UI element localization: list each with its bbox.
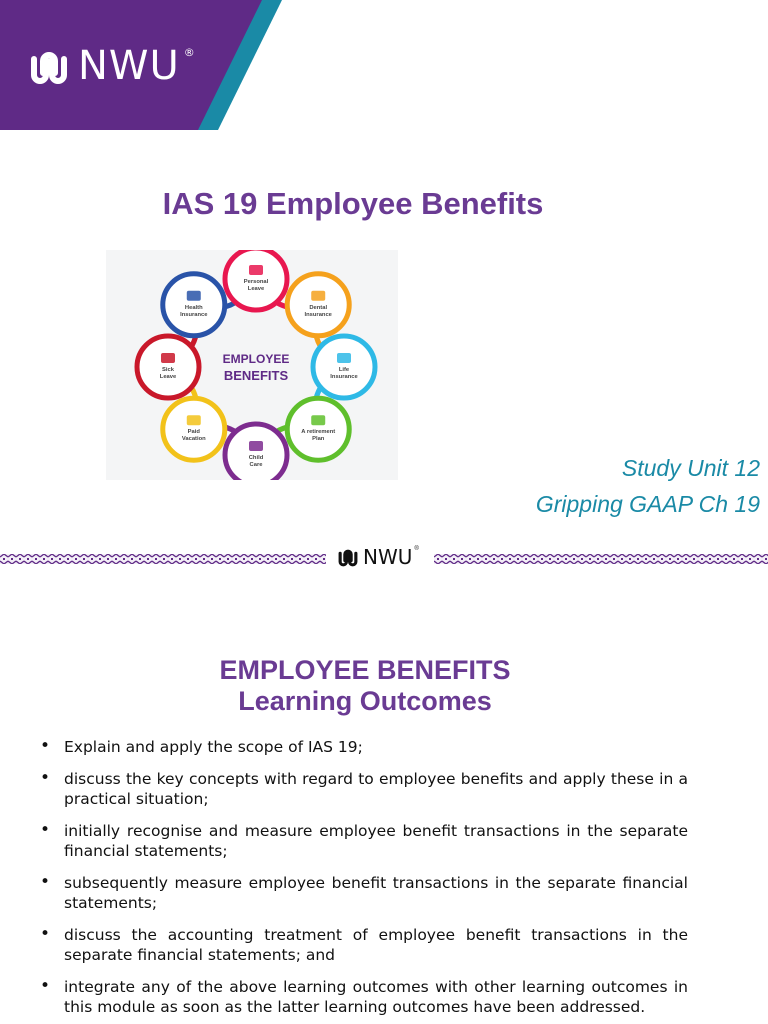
benefit-label: Life [338,367,350,373]
list-item [40,925,688,966]
list-item [40,769,688,810]
benefit-label: A retirement [301,429,336,436]
bullet-icon: • [40,767,51,788]
bullet-icon: • [40,871,51,892]
benefit-label: Care [249,462,263,468]
stethoscope-icon [161,353,175,363]
bullet-icon: • [40,923,51,944]
outcome-text: discuss the key concepts with regard to employee benefits and apply these in a practical situation; [64,769,688,808]
nwu-emblem-icon [337,546,359,568]
registered-mark: ® [183,45,195,59]
outcome-text: initially recognise and measure employee benefit transactions in the separate financial statements; [64,821,688,860]
list-item [40,821,688,862]
slide-divider [0,545,768,571]
outcomes-list [40,737,688,1024]
divider-wordmark: NWU [363,545,413,569]
pattern-band-right [434,554,768,564]
bullet-icon: • [40,736,51,756]
study-unit-label: Study Unit 12 [621,455,760,481]
benefit-label: Vacation [181,436,206,443]
briefcase-icon [311,415,325,425]
benefit-label: Insurance [180,311,208,318]
nwu-logo [28,42,195,90]
list-item [40,977,688,1018]
benefit-label: Leave [159,374,177,380]
card-icon [337,353,351,363]
benefit-label: Health [184,304,203,311]
hands-icon [249,441,263,451]
heartbeat-icon [249,265,263,275]
bullet-icon: • [40,819,51,840]
benefit-label: Personal [243,279,269,285]
benefit-label: Leave [247,286,265,292]
nwu-emblem-icon [28,45,70,87]
learning-outcomes-title [0,655,730,717]
benefit-label: Plan [312,436,325,443]
outcome-text: Explain and apply the scope of IAS 19; [64,738,363,756]
benefit-label: Child [248,455,264,461]
outcome-text: subsequently measure employee benefit transactions in the separate financial statements; [64,873,688,912]
employee-benefits-diagram [106,250,398,480]
list-item [40,873,688,914]
title-line-2: Learning Outcomes [238,686,492,716]
outcome-text: integrate any of the above learning outcomes with other learning outcomes in this module as soon as the latter learning outcomes have been addressed. [64,977,688,1016]
benefits-wheel [106,250,398,480]
benefit-label: Insurance [304,311,332,318]
benefit-label: Sick [162,367,174,373]
list-item [40,737,688,758]
outcome-text: discuss the accounting treatment of employee benefit transactions in the separate financial statements; and [64,925,688,964]
heart-icon [187,291,201,301]
reference-label: Gripping GAAP Ch 19 [535,491,760,517]
divider-logo [337,546,419,568]
money-icon [187,415,201,425]
slide-title: IAS 19 Employee Benefits [162,186,544,221]
benefit-circle [225,424,287,480]
tooth-icon [311,291,325,301]
divider-registered-mark: ® [414,546,419,552]
title-line-1: EMPLOYEE BENEFITS [219,655,511,685]
benefit-label: Dental [309,304,328,311]
bullet-icon: • [40,975,51,996]
diagram-center-title: BENEFITS [223,368,289,383]
learning-outcomes-slide [0,571,768,1024]
benefit-label: Insurance [330,374,358,380]
logo-wordmark: NWU [78,43,180,89]
benefit-label: Paid [187,429,200,436]
diagram-center-title: EMPLOYEE [222,352,290,366]
pattern-band-left [0,554,326,564]
